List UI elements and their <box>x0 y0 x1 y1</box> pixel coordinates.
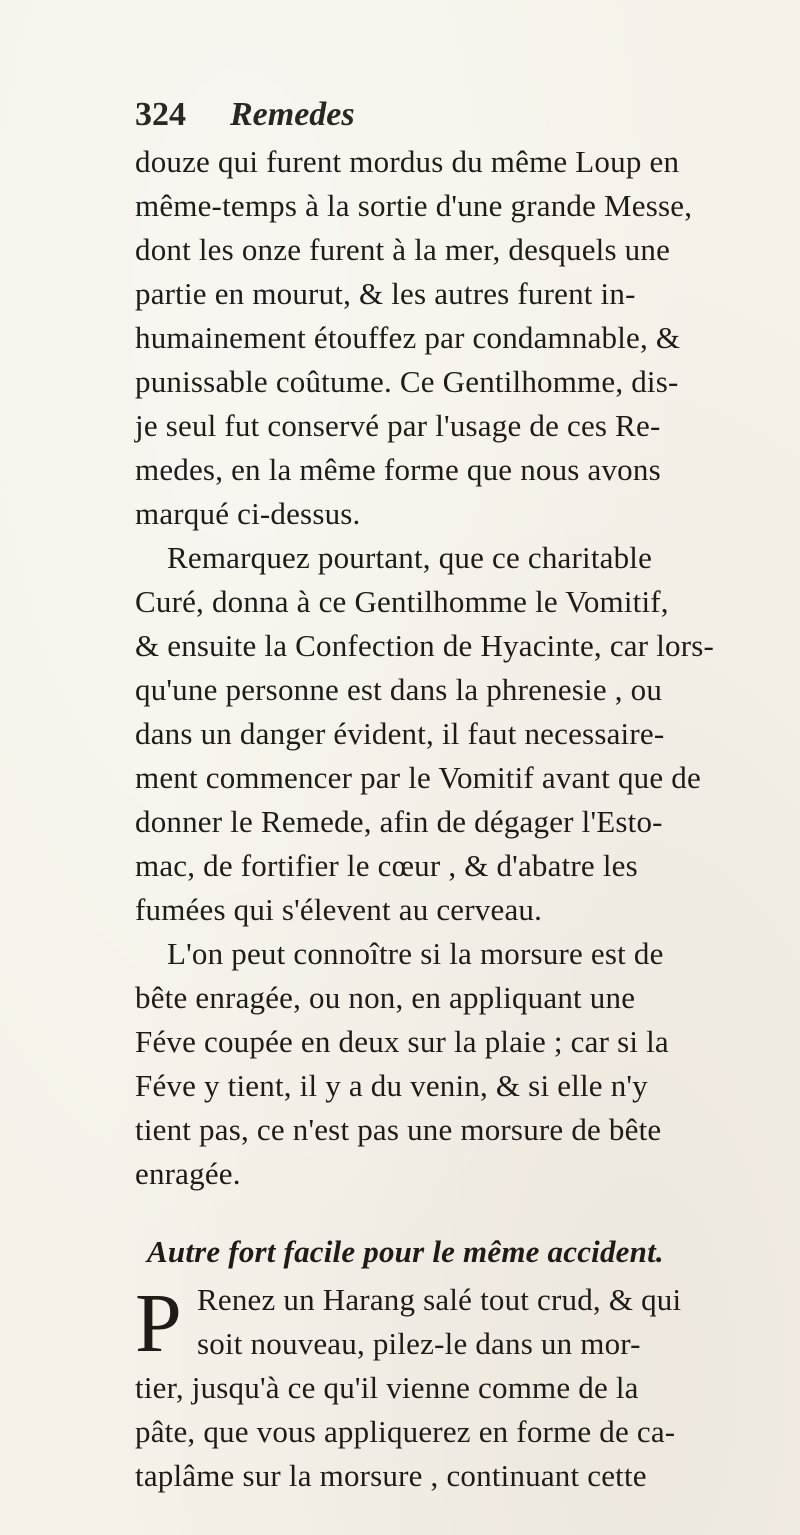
body-text <box>135 140 775 1498</box>
text-line: ment commencer par le Vomitif avant que de <box>135 760 701 795</box>
text-line: tier, jusqu'à ce qu'il vienne comme de la <box>135 1370 639 1405</box>
text-line: je seul fut conservé par l'usage de ces Re- <box>135 408 661 443</box>
text-line: Curé, donna à ce Gentilhomme le Vomitif, <box>135 584 669 619</box>
text-line: Remarquez pourtant, que ce charitable <box>167 540 653 575</box>
text-line: Féve coupée en deux sur la plaie ; car si la <box>135 1024 669 1059</box>
page-number: 324 <box>135 96 186 133</box>
section-title: Autre fort facile pour le même accident. <box>147 1234 664 1269</box>
text-line: mac, de fortifier le cœur , & d'abatre les <box>135 848 638 883</box>
text-line: pâte, que vous appliquerez en forme de ca- <box>135 1414 676 1449</box>
text-line: dans un danger évident, il faut necessaire- <box>135 716 665 751</box>
page-header <box>135 96 735 142</box>
text-line: même-temps à la sortie d'une grande Messe, <box>135 188 693 223</box>
text-line: Féve y tient, il y a du venin, & si elle n'y <box>135 1068 648 1103</box>
text-line: fumées qui s'élevent au cerveau. <box>135 892 543 927</box>
text-line: partie en mourut, & les autres furent in- <box>135 276 636 311</box>
text-line: soit nouveau, pilez-le dans un mor- <box>197 1326 641 1361</box>
text-line: douze qui furent mordus du même Loup en <box>135 144 680 179</box>
running-title: Remedes <box>230 96 355 133</box>
text-line: & ensuite la Confection de Hyacinte, car lors- <box>135 628 715 663</box>
drop-cap: P <box>135 1277 182 1370</box>
text-line: punissable coûtume. Ce Gentilhomme, dis- <box>135 364 679 399</box>
text-line: taplâme sur la morsure , continuant cette <box>135 1458 647 1493</box>
text-line: marqué ci-dessus. <box>135 496 361 531</box>
text-line: medes, en la même forme que nous avons <box>135 452 661 487</box>
text-line: tient pas, ce n'est pas une morsure de bête <box>135 1112 662 1147</box>
drop-cap-line-text: Renez un Harang salé tout crud, & qui <box>197 1282 682 1317</box>
text-line: qu'une personne est dans la phrenesie , ou <box>135 672 663 707</box>
text-line: bête enragée, ou non, en appliquant une <box>135 980 636 1015</box>
text-line: dont les onze furent à la mer, desquels une <box>135 232 671 267</box>
text-line: humainement étouffez par condamnable, & <box>135 320 681 355</box>
text-line: L'on peut connoître si la morsure est de <box>167 936 664 971</box>
text-line: donner le Remede, afin de dégager l'Esto- <box>135 804 663 839</box>
text-line: enragée. <box>135 1156 241 1191</box>
